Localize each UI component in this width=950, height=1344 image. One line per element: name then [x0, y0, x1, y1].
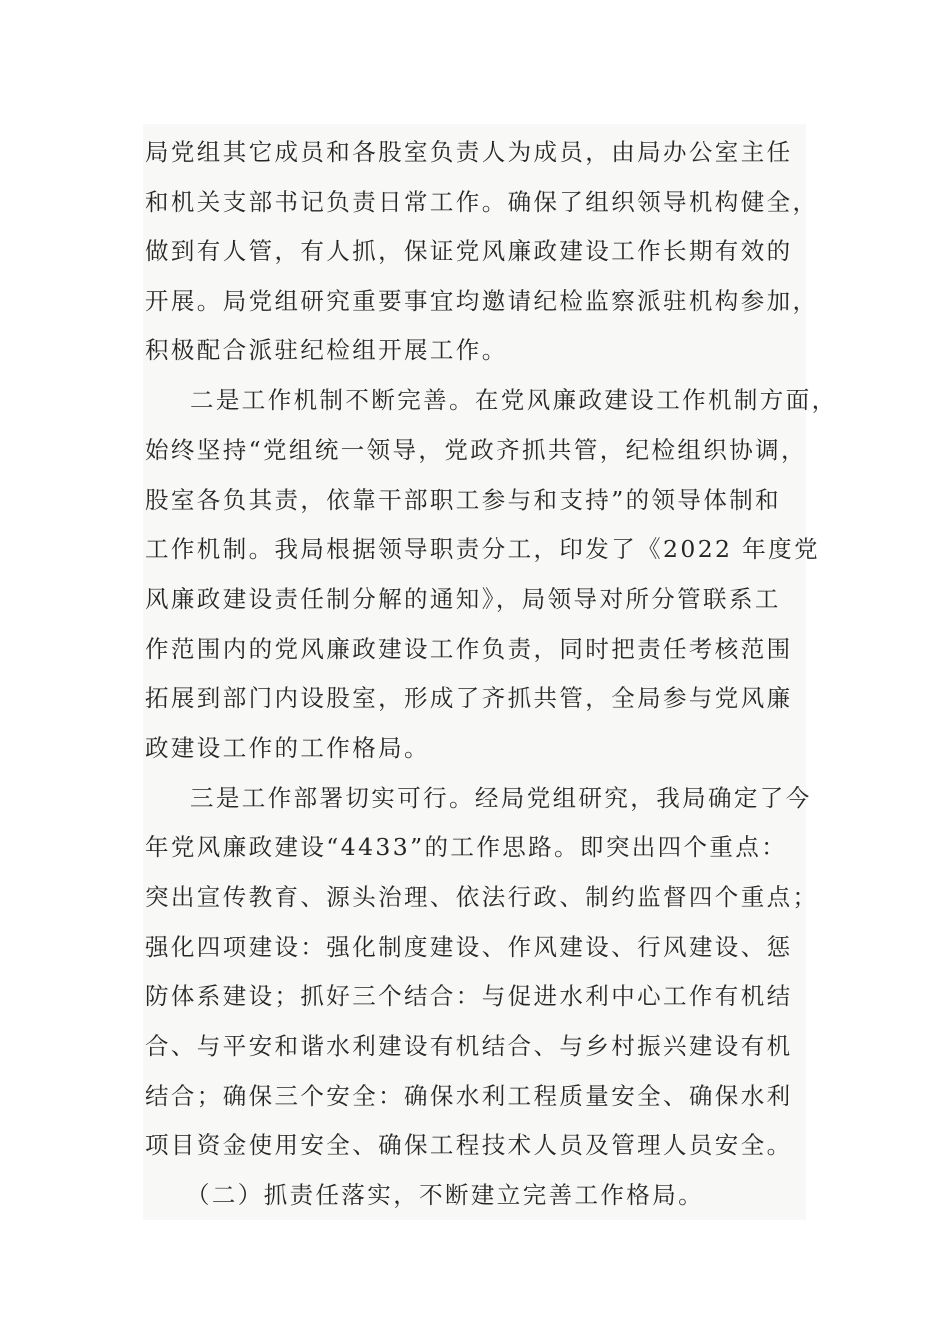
- text-line: 和机关支部书记负责日常工作。确保了组织领导机构健全，: [145, 188, 819, 216]
- paragraph-start-line: 二是工作机制不断完善。在党风廉政建设工作机制方面，: [190, 386, 838, 414]
- text-line: 防体系建设；抓好三个结合：与促进水利中心工作有机结: [145, 982, 793, 1010]
- text-line: 风廉政建设责任制分解的通知》，局领导对所分管联系工: [145, 585, 781, 613]
- text-line: 突出宣传教育、源头治理、依法行政、制约监督四个重点；: [145, 883, 819, 911]
- text-line: 强化四项建设：强化制度建设、作风建设、行风建设、惩: [145, 933, 793, 961]
- text-line: 项目资金使用安全、确保工程技术人员及管理人员安全。: [145, 1131, 793, 1159]
- text-line: 作范围内的党风廉政建设工作负责，同时把责任考核范围: [145, 635, 793, 663]
- text-line: 结合；确保三个安全：确保水利工程质量安全、确保水利: [145, 1082, 793, 1110]
- text-line: 始终坚持“党组统一领导，党政齐抓共管，纪检组织协调，: [145, 436, 807, 464]
- text-line: 局党组其它成员和各股室负责人为成员，由局办公室主任: [145, 138, 793, 166]
- text-line: 股室各负其责，依靠干部职工参与和支持”的领导体制和: [145, 486, 782, 514]
- text-line: 开展。局党组研究重要事宜均邀请纪检监察派驻机构参加，: [145, 287, 819, 315]
- text-line: 工作机制。我局根据领导职责分工，印发了《2022 年度党: [145, 535, 820, 563]
- paragraph-start-line: 三是工作部署切实可行。经局党组研究，我局确定了今: [190, 784, 812, 812]
- text-line: 政建设工作的工作格局。: [145, 734, 430, 762]
- section-heading: （二）抓责任落实，不断建立完善工作格局。: [186, 1181, 704, 1209]
- text-line: 年党风廉政建设“4433”的工作思路。即突出四个重点：: [145, 833, 788, 861]
- text-line: 合、与平安和谐水利建设有机结合、与乡村振兴建设有机: [145, 1032, 793, 1060]
- text-line: 做到有人管，有人抓，保证党风廉政建设工作长期有效的: [145, 237, 793, 265]
- text-line: 积极配合派驻纪检组开展工作。: [145, 336, 508, 364]
- text-line: 拓展到部门内设股室，形成了齐抓共管，全局参与党风廉: [145, 684, 793, 712]
